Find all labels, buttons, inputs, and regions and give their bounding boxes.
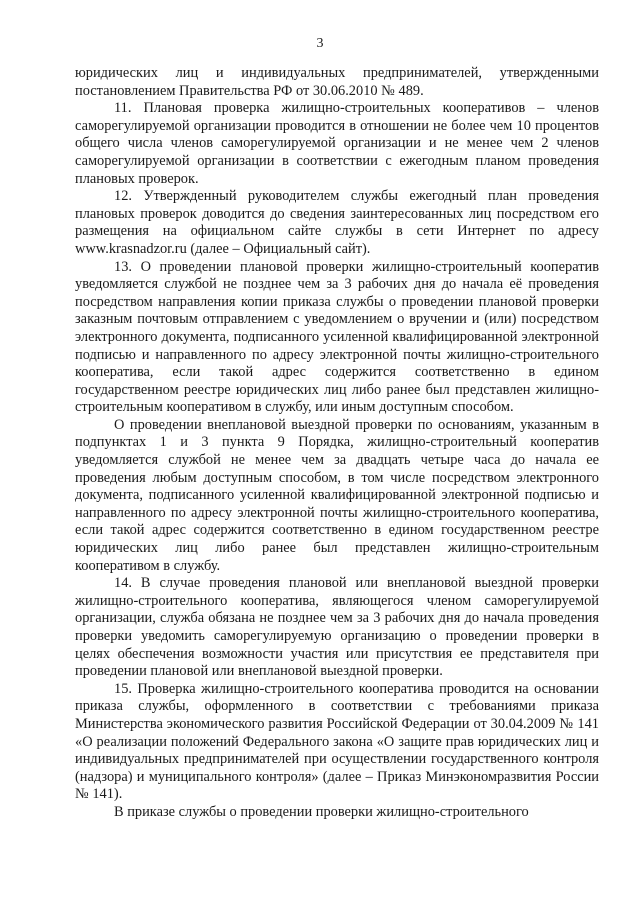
page-number: 3 [316, 36, 324, 51]
paragraph-unscheduled-inspection: О проведении внеплановой выездной проверки по основаниям, указанным в подпунктах 1 и 3 пункта 9 Порядка, жилищно-строительный кооператив уведомляется службой не менее чем за двадцать четыре часа до начала ее проведения любым доступным способом, в том числе посредством электронного документа, подписанного усиленной квалифицированной электронной подписью и направленного по адресу электронной почты жилищно-строительного кооператива, если такой адрес содержится соответственно в едином государственном реестре юридических лиц либо ранее был представлен жилищно-строительным кооперативом в службу. [75, 416, 599, 574]
paragraph-continuation: юридических лиц и индивидуальных предпринимателей, утвержденными постановлением Правительства РФ от 30.06.2010 № 489. [75, 65, 599, 99]
paragraph-item-13: 13. О проведении плановой проверки жилищно-строительный кооператив уведомляется службой не позднее чем за 3 рабочих дня до начала её проведения посредством направления копии приказа службы о проведении плановой проверки заказным почтовым отправлением с уведомлением о вручении и (или) посредством электронного документа, подписанного усиленной квалифицированной электронной подписью и направленного по адресу электронной почты жилищно-строительного кооператива, если такой адрес содержится соответственно в едином государственном реестре юридических лиц либо ранее был представлен жилищно-строительным кооперативом в службу, или иным доступным способом. [75, 258, 599, 416]
paragraph-item-12: 12. Утвержденный руководителем службы ежегодный план проведения плановых проверок доводится до сведения заинтересованных лиц посредством его размещения на официальном сайте службы в сети Интернет по адресу www.krasnadzor.ru (далее – Официальный сайт). [75, 188, 599, 257]
paragraph-item-11: 11. Плановая проверка жилищно-строительных кооперативов – членов саморегулируемой организации проводится в отношении не более чем 10 процентов общего числа членов саморегулируемой организации и не менее чем 2 членов саморегулируемой организации в соответствии с ежегодным планом проведения плановых проверок. [75, 100, 599, 187]
paragraph-item-15: 15. Проверка жилищно-строительного кооператива проводится на основании приказа службы, оформленного в соответствии с требованиями приказа Министерства экономического развития Российской Федерации от 30.04.2009 № 141 «О реализации положений Федерального закона «О защите прав юридических лиц и индивидуальных предпринимателей при осуществлении государственного контроля (надзора) и муниципального контроля» (далее – Приказ Минэкономразвития России № 141). [75, 680, 599, 803]
paragraph-item-14: 14. В случае проведения плановой или внеплановой выездной проверки жилищно-строительного кооператива, являющегося членом саморегулируемой организации, служба обязана не позднее чем за 3 рабочих дня до начала проведения проверки уведомить саморегулируемую организацию о проведении проверки в целях обеспечения возможности участия или присутствия ее представителя при проведении плановой или внеплановой выездной проверки. [75, 575, 599, 680]
paragraph-order-content: В приказе службы о проведении проверки жилищно-строительного [114, 803, 529, 820]
document-body [75, 65, 599, 822]
